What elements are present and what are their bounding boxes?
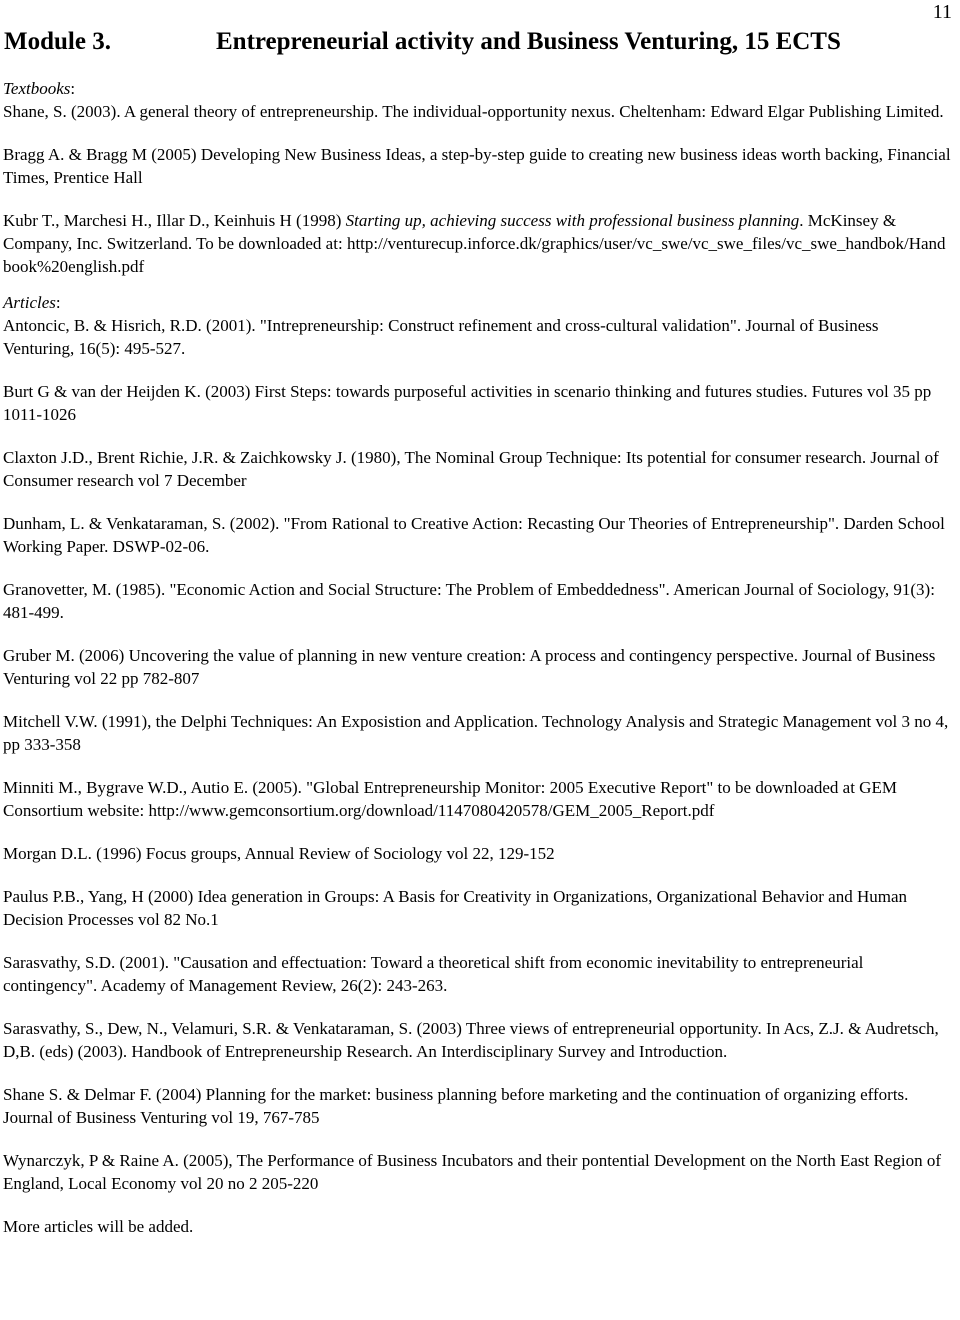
module-title: Entrepreneurial activity and Business Venturing, 15 ECTS [216, 28, 841, 55]
article-reference: Wynarczyk, P & Raine A. (2005), The Performance of Business Incubators and their pontential Development on the North East Region of England, Local Economy vol 20 no 2 205-220 [3, 1151, 941, 1193]
article-reference: Dunham, L. & Venkataraman, S. (2002). "From Rational to Creative Action: Recasting Our Theories of Entrepreneurship". Darden School Working Paper. DSWP-02-06. [3, 514, 945, 556]
textbooks-heading: Textbooks: [3, 79, 76, 98]
article-reference: Burt G & van der Heijden K. (2003) First Steps: towards purposeful activities in scenario thinking and futures studies. Futures vol 35 pp 1011-1026 [3, 382, 932, 424]
textbook-reference-2: Bragg A. & Bragg M (2005) Developing New Business Ideas, a step-by-step guide to creating new business ideas worth backing, Financial Times, Prentice Hall [3, 145, 951, 187]
article-reference: Morgan D.L. (1996) Focus groups, Annual Review of Sociology vol 22, 129-152 [3, 844, 555, 863]
article-reference: Paulus P.B., Yang, H (2000) Idea generation in Groups: A Basis for Creativity in Organizations, Organizational Behavior and Human Decision Processes vol 82 No.1 [3, 887, 908, 929]
article-reference: Mitchell V.W. (1991), the Delphi Techniques: An Exposistion and Application. Technology Analysis and Strategic Management vol 3 no 4, pp 333-358 [3, 712, 949, 754]
article-reference: Minniti M., Bygrave W.D., Autio E. (2005). "Global Entrepreneurship Monitor: 2005 Executive Report" to be downloaded at GEM Consortium website: http://www.gemconsortium.org/download/1147080420578/GEM_2005_Report.pdf [3, 778, 897, 820]
article-reference: Claxton J.D., Brent Richie, J.R. & Zaichkowsky J. (1980), The Nominal Group Technique: Its potential for consumer research. Journal of Consumer research vol 7 December [3, 448, 939, 490]
module-code: Module 3. [4, 28, 111, 55]
kubr-download-url: http://venturecup.inforce.dk/graphics/user/vc_swe/vc_swe_files/vc_swe_handbok/Handbook%20english.pdf [3, 234, 946, 276]
article-reference: Gruber M. (2006) Uncovering the value of planning in new venture creation: A process and contingency perspective. Journal of Business Venturing vol 22 pp 782-807 [3, 646, 936, 688]
textbook-reference-3 [3, 209, 953, 278]
article-reference: Shane S. & Delmar F. (2004) Planning for the market: business planning before marketing and the continuation of organizing efforts. Journal of Business Venturing vol 19, 767-785 [3, 1085, 909, 1127]
article-reference: Granovetter, M. (1985). "Economic Action and Social Structure: The Problem of Embeddedness". American Journal of Sociology, 91(3): 481-499. [3, 580, 935, 622]
textbooks-label: Textbooks [3, 79, 71, 98]
article-reference: Sarasvathy, S., Dew, N., Velamuri, S.R. & Venkataraman, S. (2003) Three views of entrepreneurial opportunity. In Acs, Z.J. & Audretsch, D,B. (eds) (2003). Handbook of Entrepreneurship Research. An Interdisciplinary Survey and Introduction. [3, 1019, 939, 1061]
kubr-authors: Kubr T., Marchesi H., Illar D., Keinhuis H (1998) [3, 211, 346, 230]
reading-list [3, 77, 953, 1258]
module-header [4, 27, 934, 57]
kubr-title: Starting up, achieving success with professional business planning [345, 211, 800, 230]
kubr-publisher: . McKinsey & Company, Inc. Switzerland. To be downloaded at: [3, 211, 897, 253]
page-number: 11 [932, 1, 952, 23]
more-articles-note: More articles will be added. [3, 1217, 194, 1236]
articles-heading: Articles: [3, 293, 61, 312]
article-reference: Antoncic, B. & Hisrich, R.D. (2001). "Intrepreneurship: Construct refinement and cross-cultural validation". Journal of Business Venturing, 16(5): 495-527. [3, 316, 879, 358]
articles-label: Articles [3, 293, 56, 312]
textbook-reference-1: Shane, S. (2003). A general theory of entrepreneurship. The individual-opportunity nexus. Cheltenham: Edward Elgar Publishing Limited. [3, 102, 944, 121]
article-reference: Sarasvathy, S.D. (2001). "Causation and effectuation: Toward a theoretical shift from economic inevitability to entrepreneurial contingency". Academy of Management Review, 26(2): 243-263. [3, 953, 864, 995]
